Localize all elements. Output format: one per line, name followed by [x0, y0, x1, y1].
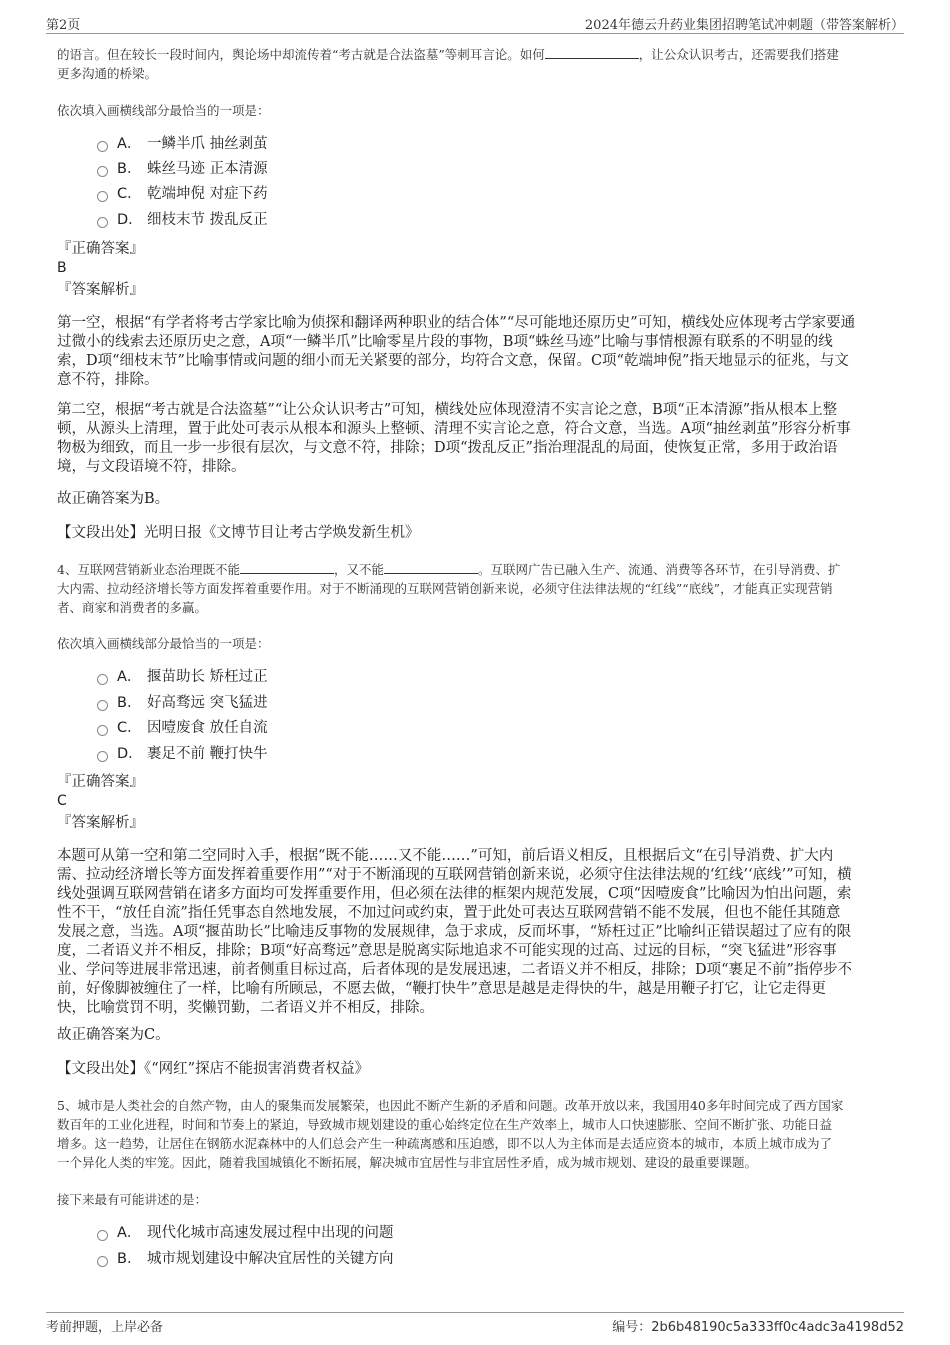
- radio-icon[interactable]: [97, 166, 108, 177]
- footer-slogan: 考前押题，上岸必备: [46, 1320, 164, 1335]
- radio-icon[interactable]: [97, 217, 108, 228]
- radio-icon[interactable]: [97, 725, 108, 736]
- blank-line: [384, 562, 478, 574]
- q4-prompt: 依次填入画横线部分最恰当的一项是：: [57, 636, 270, 651]
- q3-prompt: 依次填入画横线部分最恰当的一项是：: [57, 103, 270, 118]
- q4-analysis-label: 『答案解析』: [57, 815, 144, 831]
- blank-line: [545, 47, 639, 59]
- q3-answer: B: [57, 260, 67, 276]
- q4-option-b[interactable]: B． 好高骛远 突飞猛进: [97, 692, 268, 714]
- q3-option-c[interactable]: C． 乾端坤倪 对症下药: [97, 183, 268, 205]
- q5-stem: 5、城市是人类社会的自然产物，由人的聚集而发展繁荣，也因此不断产生新的矛盾和问题。改革开放以来，我国用40多年时间完成了西方国家 数百年的工业化进程，时间和节奏上的紧迫，导致城市规划建设的重心始终定位在生产效率上，城市人口快速膨胀、空间不断扩张、功能日益 增多。这一趋势，让居住在钢筋水泥森林中的人们总会产生一种疏离感和压迫感，即不以人为主体而是去适应资本的城市，本质上城市成为了 一个异化人类的牢笼。因此，随着我国城镇化不断拓展，解决城市宜居性与非宜居性矛盾，成为城市规划、建设的最重要课题。: [57, 1098, 844, 1170]
- q5-option-a[interactable]: A． 现代化城市高速发展过程中出现的问题: [97, 1222, 394, 1244]
- q4-option-c[interactable]: C． 因噎废食 放任自流: [97, 717, 268, 739]
- q4-stem: 4、互联网营销新业态治理既不能 ，又不能 。互联网广告已融入生产、流通、消费等各环节，在引导消费、扩 大内需、拉动经济增长等方面发挥着重要作用。对于不断涌现的互联网营销创新来说，必须守住法律法规的“红线”“底线”，才能真正实现营销 者、商家和消费者的多赢。: [57, 562, 841, 615]
- q5-prompt: 接下来最有可能讲述的是：: [57, 1192, 208, 1207]
- q3-analysis-1: 第一空，根据“有学者将考古学家比喻为侦探和翻译两种职业的结合体”“尽可能地还原历史”可知，横线处应体现考古学家要通 过微小的线索去还原历史之意，A项“一鳞半爪”比喻零星片段的事物，B项“蛛丝马迹”比喻与事情根源有联系的不明显的线 索，D项“细枝末节”比喻事情或问题的细小而无关紧要的部分，均符合文意，保留。C项“乾端坤倪”指天地显示的征兆，与文 意不符，排除。: [57, 315, 856, 388]
- q3-option-a[interactable]: A． 一鳞半爪 抽丝剥茧: [97, 133, 268, 155]
- q3-source: 【文段出处】光明日报《文博节目让考古学焕发新生机》: [57, 525, 420, 541]
- q3-intro: 的语言。但在较长一段时间内，舆论场中却流传着“考古就是合法盗墓”等刺耳言论。如何 ，让公众认识考古，还需要我们搭建 更多沟通的桥梁。: [57, 47, 839, 81]
- document-title: 2024年德云升药业集团招聘笔试冲刺题（带答案解析）: [584, 18, 904, 33]
- q3-conclusion: 故正确答案为B。: [57, 491, 170, 507]
- q5-option-b[interactable]: B． 城市规划建设中解决宜居性的关键方向: [97, 1248, 394, 1270]
- q4-option-d[interactable]: D． 裹足不前 鞭打快牛: [97, 743, 268, 765]
- page-footer: [46, 1312, 904, 1335]
- q3-analysis-label: 『答案解析』: [57, 282, 144, 298]
- q4-conclusion: 故正确答案为C。: [57, 1027, 170, 1043]
- radio-icon[interactable]: [97, 1256, 108, 1267]
- radio-icon[interactable]: [97, 191, 108, 202]
- q4-option-a[interactable]: A． 揠苗助长 矫枉过正: [97, 666, 268, 688]
- q3-answer-label: 『正确答案』: [57, 241, 144, 257]
- q3-option-b[interactable]: B． 蛛丝马迹 正本清源: [97, 158, 268, 180]
- blank-line: [240, 562, 334, 574]
- radio-icon[interactable]: [97, 674, 108, 685]
- radio-icon[interactable]: [97, 141, 108, 152]
- q4-answer-label: 『正确答案』: [57, 774, 144, 790]
- radio-icon[interactable]: [97, 1230, 108, 1241]
- radio-icon[interactable]: [97, 751, 108, 762]
- q4-source: 【文段出处】《“网红”探店不能损害消费者权益》: [57, 1061, 370, 1077]
- q3-option-d[interactable]: D． 细枝末节 拨乱反正: [97, 209, 268, 231]
- page-header: [46, 14, 904, 34]
- page-number: 第2页: [46, 18, 81, 33]
- radio-icon[interactable]: [97, 700, 108, 711]
- q3-analysis-2: 第二空，根据“考古就是合法盗墓”“让公众认识考古”可知，横线处应体现澄清不实言论之意，B项“正本清源”指从根本上整 顿，从源头上清理，置于此处可表示从根本和源头上整顿、清理不实言论之意，符合文意，当选。A项“抽丝剥茧”形容分析事 物极为细致，而且一步一步很有层次，与文意不符，排除；D项“拨乱反正”指治理混乱的局面，使恢复正常，多用于政治语 境，与文段语境不符，排除。: [57, 402, 851, 475]
- q4-analysis: 本题可从第一空和第二空同时入手，根据“既不能……又不能……”可知，前后语义相反，且根据后文“在引导消费、扩大内 需、拉动经济增长等方面发挥着重要作用”“对于不断涌现的互联网营销创新来说，必须守住法律法规的‘红线’‘底线’”可知，横 线处强调互联网营销在诸多方面均可发挥重要作用，但必须在法律的框架内规范发展，C项“因噎废食”比喻因为怕出问题，索 性不干，“放任自流”指任凭事态自然地发展，不加过问或约束，置于此处可表达互联网营销不能不发展，但也不能任其随意 发展之意，当选。A项“揠苗助长”比喻违反事物的发展规律，急于求成，反而坏事，“矫枉过正”比喻纠正错误超过了应有的限 度，二者语义并不相反，排除；B项“好高骛远”意思是脱离实际地追求不可能实现的过高、过远的目标，“突飞猛进”形容事 业、学问等进展非常迅速，前者侧重目标过高，后者体现的是发展迅速，二者语义并不相反，排除；D项“裹足不前”指停步不 前，好像脚被缠住了一样，比喻有所顾忌，不愿去做，“鞭打快牛”意思是越是走得快的牛，越是用鞭子打它，让它走得更 快，比喻赏罚不明，奖懒罚勤，二者语义并不相反，排除。: [57, 848, 852, 1016]
- q4-answer: C: [57, 793, 67, 809]
- document-code: 编号：2b6b48190c5a333ff0c4adc3a4198d52: [612, 1320, 904, 1335]
